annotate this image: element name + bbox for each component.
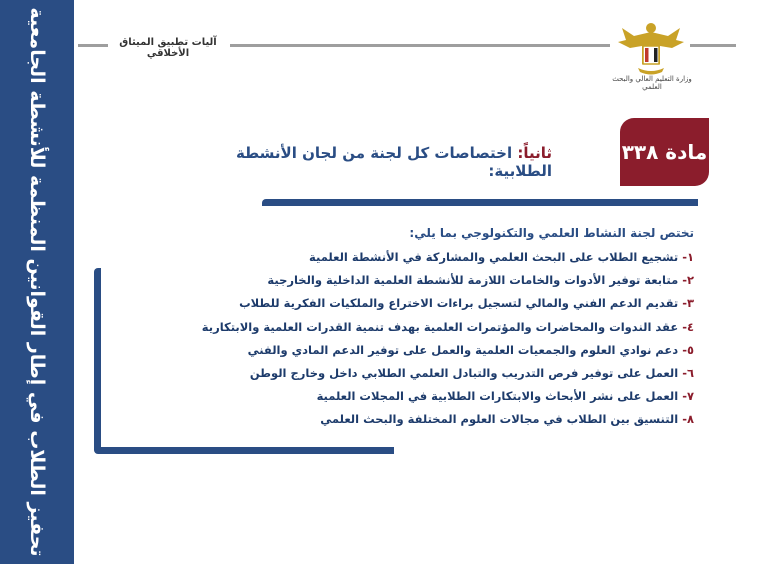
item-number: ١-	[682, 250, 694, 264]
item-number: ٧-	[682, 389, 694, 404]
article-badge: مادة ٣٣٨	[620, 118, 709, 186]
item-text: تقديم الدعم الفني والمالي لتسجيل براءات الاختراع والملكيات الفكرية للطلاب	[239, 296, 679, 311]
sidebar-title: تحفيز الطلاب في إطار القوانين المنظمة للأنشطة الجامعية	[26, 7, 48, 557]
section-heading: اختصاصات كل لجنة من لجان الأنشطة الطلابية:	[235, 144, 552, 180]
item-number: ٣-	[682, 296, 694, 311]
list-item	[190, 385, 694, 408]
list-item	[190, 292, 694, 315]
intro-text: تختص لجنة النشاط العلمي والتكنولوجي بما يلي:	[409, 226, 694, 240]
header-divider-far	[690, 44, 736, 47]
list-item	[190, 246, 694, 269]
item-text: دعم نوادي العلوم والجمعيات العلمية والعمل على توفير الدعم المادي والفني	[247, 342, 679, 357]
header-title: آليات تطبيق الميثاق الأخلاقي	[119, 37, 217, 59]
item-text: العمل على توفير فرص التدريب والتبادل العلمي الطلابي داخل وخارج الوطن	[249, 365, 679, 380]
frame-bottom-bar	[94, 447, 394, 454]
item-text: متابعة توفير الأدوات والخامات اللازمة للأنشطة العلمية الداخلية والخارجية	[267, 273, 679, 288]
section-title	[170, 144, 552, 180]
item-number: ٢-	[682, 273, 694, 288]
list-item	[190, 269, 694, 292]
item-text: تشجيع الطلاب على البحث العلمي والمشاركة في الأنشطة العلمية	[309, 250, 679, 264]
ministry-name: وزارة التعليم العالي والبحث العلمي	[612, 75, 692, 91]
content-block	[190, 222, 694, 432]
header-divider-left	[78, 44, 108, 47]
sidebar-panel	[0, 0, 74, 564]
item-text: العمل على نشر الأبحاث والابتكارات الطلابية في المجلات العلمية	[316, 389, 679, 404]
list-item	[190, 362, 694, 385]
list-item	[190, 408, 694, 431]
item-number: ٥-	[682, 342, 694, 357]
item-number: ٦-	[682, 365, 694, 380]
section-prefix: ثانياً:	[517, 144, 552, 162]
list-item	[190, 316, 694, 339]
item-text: التنسيق بين الطلاب في مجالات العلوم المختلفة والبحث العلمي	[320, 412, 679, 427]
item-number: ٨-	[682, 412, 694, 427]
item-number: ٤-	[682, 319, 694, 334]
duties-list	[190, 246, 694, 432]
item-text: عقد الندوات والمحاضرات والمؤتمرات العلمية بهدف تنمية القدرات العلمية والابتكارية	[201, 319, 679, 334]
list-item	[190, 339, 694, 362]
header-divider-right	[230, 44, 610, 47]
frame-top-bar	[262, 199, 698, 206]
frame-left-bar	[94, 268, 101, 453]
